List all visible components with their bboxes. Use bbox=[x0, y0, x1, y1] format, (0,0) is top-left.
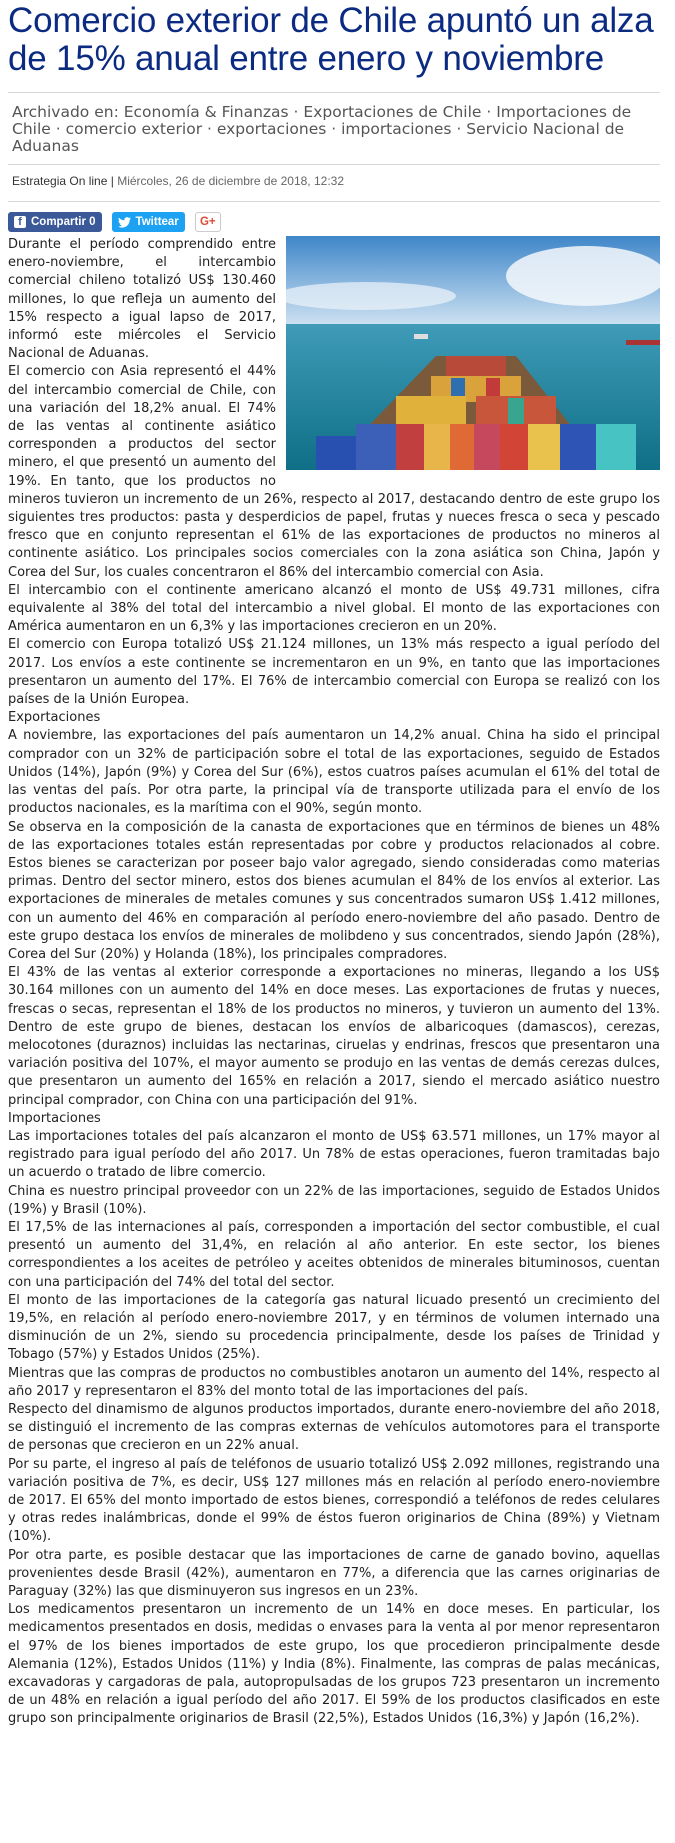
paragraph: China es nuestro principal proveedor con un 22% de las importaciones, seguido de Estados Unidos (19%) y Brasil (10%). bbox=[8, 1183, 660, 1217]
google-plus-icon: G+ bbox=[199, 216, 216, 228]
google-plus-share-button[interactable] bbox=[195, 212, 221, 232]
paragraph: El 43% de las ventas al exterior corresponde a exportaciones no mineras, llegando a los US$ 30.164 millones con un aumento del 14% en doce meses. Las exportaciones de frutas y nueces, frescas o secas, representan el 18% de los productos no mineros, y tuvieron un aumento del 13%. Dentro de este grupo de bienes, destacan los envíos de albaricoques (damascos), cerezas, melocotones (duraznos) incluidas las nectarinas, ciruelas y endrinas, frescos que presentaron una variación positiva del 107%, el mayor aumento se produjo en las ventas de demás cerezas dulces, que presentaron un aumento del 165% en relación a 2017, siendo el mercado asiático nuestro principal comprador, con China con una participación del 91%. bbox=[8, 965, 660, 1108]
source: Estrategia On line bbox=[12, 174, 108, 188]
twitter-bird-icon bbox=[118, 217, 131, 228]
tags-list[interactable]: Economía & Finanzas · Exportaciones de Chile · Importaciones de Chile · comercio exterior · exportaciones · importaciones · Servicio Nacional de Aduanas bbox=[12, 103, 632, 155]
twitter-share-label: Twittear bbox=[135, 216, 179, 228]
section-heading-exportaciones: Exportaciones bbox=[8, 710, 101, 726]
facebook-icon: f bbox=[14, 216, 26, 228]
facebook-share-button[interactable] bbox=[8, 212, 102, 232]
article-body bbox=[8, 236, 660, 1729]
byline bbox=[8, 165, 660, 201]
paragraph: A noviembre, las exportaciones del país aumentaron un 14,2% anual. China ha sido el principal comprador con un 32% de participación sobre el total de las exportaciones, seguido de Estados Unidos (14%), Japón (9%) y Corea del Sur (6%), estos cuatros países acumulan el 61% del total de las ventas del país. Por otra parte, la principal vía de transporte utilizada para el envío de los productos nacionales, es la marítima con el 90%, según monto. bbox=[8, 728, 660, 817]
paragraph: El comercio con Asia representó el 44% del intercambio comercial de Chile, con una variación del 18,2% anual. El 74% de las ventas al continente asiático corresponden a productos del sector minero, el que presentó un aumento del 19%. En tanto, que los productos no mineros tuvieron un incremento de un 26%, respecto al 2017, destacando dentro de este grupo los siguientes tres productos: pasta y desperdicios de papel, frutas y nueces fresca o seca y pescado fresco que en conjunto representan el 61% de las exportaciones de productos no mineros al continente asiático. Los principales socios comerciales con la zona asiática son China, Japón y Corea del Sur, los cuales concentraron el 86% del intercambio comercial con Asia. bbox=[8, 364, 660, 580]
paragraph: El monto de las importaciones de la categoría gas natural licuado presentó un crecimiento del 19,5%, en relación al período enero-noviembre 2017, y en términos de volumen internado una disminución de un 2%, siendo su procedencia principalmente, desde los países de Trinidad y Tobago (57%) y Estados Unidos (25%). bbox=[8, 1292, 660, 1363]
facebook-share-label: Compartir 0 bbox=[31, 216, 96, 228]
paragraph: Mientras que las compras de productos no combustibles anotaron un aumento del 14%, respecto al año 2017 y representaron el 83% del monto total de las importaciones del país. bbox=[8, 1365, 660, 1399]
cargo-ship-photo bbox=[286, 236, 660, 470]
paragraph: Se observa en la composición de la canasta de exportaciones que en términos de bienes un 48% de las exportaciones totales están representadas por cobre y productos relacionados al cobre. Estos bienes se caracterizan por poseer bajo valor agregado, siendo consideradas como materias primas. Dentro del sector minero, estos dos bienes acumulan el 84% de los envíos al exterior. Las exportaciones de minerales de metales comunes y sus concentrados sumaron US$ 1.412 millones, con un aumento del 46% en comparación al período enero-noviembre del año pasado. Dentro de este grupo destaca los envíos de minerales de molibdeno y sus concentrados, siendo Japón (28%), Corea del Sur (20%) y Holanda (18%), los principales compradores. bbox=[8, 819, 660, 962]
tags-prefix: Archivado en: bbox=[12, 103, 119, 121]
paragraph: Los medicamentos presentaron un incremento de un 14% en doce meses. En particular, los medicamentos presentados en dosis, medidas o envases para la venta al por menor representaron el 97% de los bienes importados de este grupo, los que procedieron principalmente desde Alemania (12%), Estados Unidos (11%) y India (8%). Finalmente, las compras de palas mecánicas, excavadoras y cargadoras de pala, autopropulsadas de los grupos 723 presentaron un incremento de un 48% en relación a igual período del año 2017. El 59% de los productos clasificados en este grupo son principalmente originarios de Brasil (22,5%), Estados Unidos (16,3%) y Japón (16,2%). bbox=[8, 1602, 660, 1727]
paragraph: Las importaciones totales del país alcanzaron el monto de US$ 63.571 millones, un 17% mayor al registrado para igual período del año 2017. Un 78% de estas operaciones, fueron tramitadas bajo un acuerdo o tratado de libre comercio. bbox=[8, 1128, 660, 1181]
share-bar bbox=[8, 202, 660, 234]
paragraph: Por otra parte, es posible destacar que las importaciones de carne de ganado bovino, aquellas provenientes desde Brasil (42%), aumentaron en 77%, a diferencia que las carnes originarias de Paraguay (32%) las que disminuyeron sus ingresos en un 23%. bbox=[8, 1547, 660, 1600]
paragraph: El intercambio con el continente americano alcanzó el monto de US$ 49.731 millones, cifra equivalente al 38% del total del intercambio a nivel global. El monto de las exportaciones con América aumentaron en un 6,3% y las importaciones crecieron en un 20%. bbox=[8, 582, 660, 635]
tags-line bbox=[8, 93, 660, 164]
paragraph: Respecto del dinamismo de algunos productos importados, durante enero-noviembre del año 2018, se distinguió el incremento de las compras externas de vehículos automotores para el transporte de personas que crecieron en un 22% anual. bbox=[8, 1402, 660, 1454]
article-header bbox=[8, 0, 660, 234]
paragraph: El comercio con Europa totalizó US$ 21.124 millones, un 13% más respecto a igual período del 2017. Los envíos a este continente se incrementaron en un 9%, en tanto que las importaciones presentaron un aumento del 17%. El 76% de intercambio comercial con Europa se realizó con los países de la Unión Europea. bbox=[8, 637, 660, 708]
paragraph: Por su parte, el ingreso al país de teléfonos de usuario totalizó US$ 2.092 millones, registrando una variación positiva de 7%, es decir, US$ 127 millones más en relación al período enero-noviembre de 2017. El 65% del monto importado de estos bienes, correspondió a teléfonos de redes celulares y otras redes inalámbricas, donde el 99% de éstos fueron originarios de China (89%) y Vietnam (10%). bbox=[8, 1456, 660, 1545]
paragraph: El 17,5% de las internaciones al país, corresponden a importación del sector combustible, el cual presentó un aumento del 31,4%, en relación al año anterior. En este sector, los bienes correspondientes a los aceites de petróleo y aceites obtenidos de minerales bituminosos, cuentan con una participación del 74% del total del sector. bbox=[8, 1219, 660, 1290]
twitter-share-button[interactable] bbox=[112, 212, 185, 232]
byline-separator: | bbox=[110, 174, 114, 188]
paragraph: Durante el período comprendido entre enero-noviembre, el intercambio comercial chileno totalizó US$ 130.460 millones, lo que refleja un aumento del 15% respecto a igual lapso de 2017, informó este miércoles el Servicio Nacional de Aduanas. bbox=[8, 237, 276, 362]
page-title: Comercio exterior de Chile apuntó un alza de 15% anual entre enero y noviembre bbox=[8, 1, 654, 78]
publish-date: Miércoles, 26 de diciembre de 2018, 12:32 bbox=[117, 174, 345, 188]
section-heading-importaciones: Importaciones bbox=[8, 1110, 101, 1126]
